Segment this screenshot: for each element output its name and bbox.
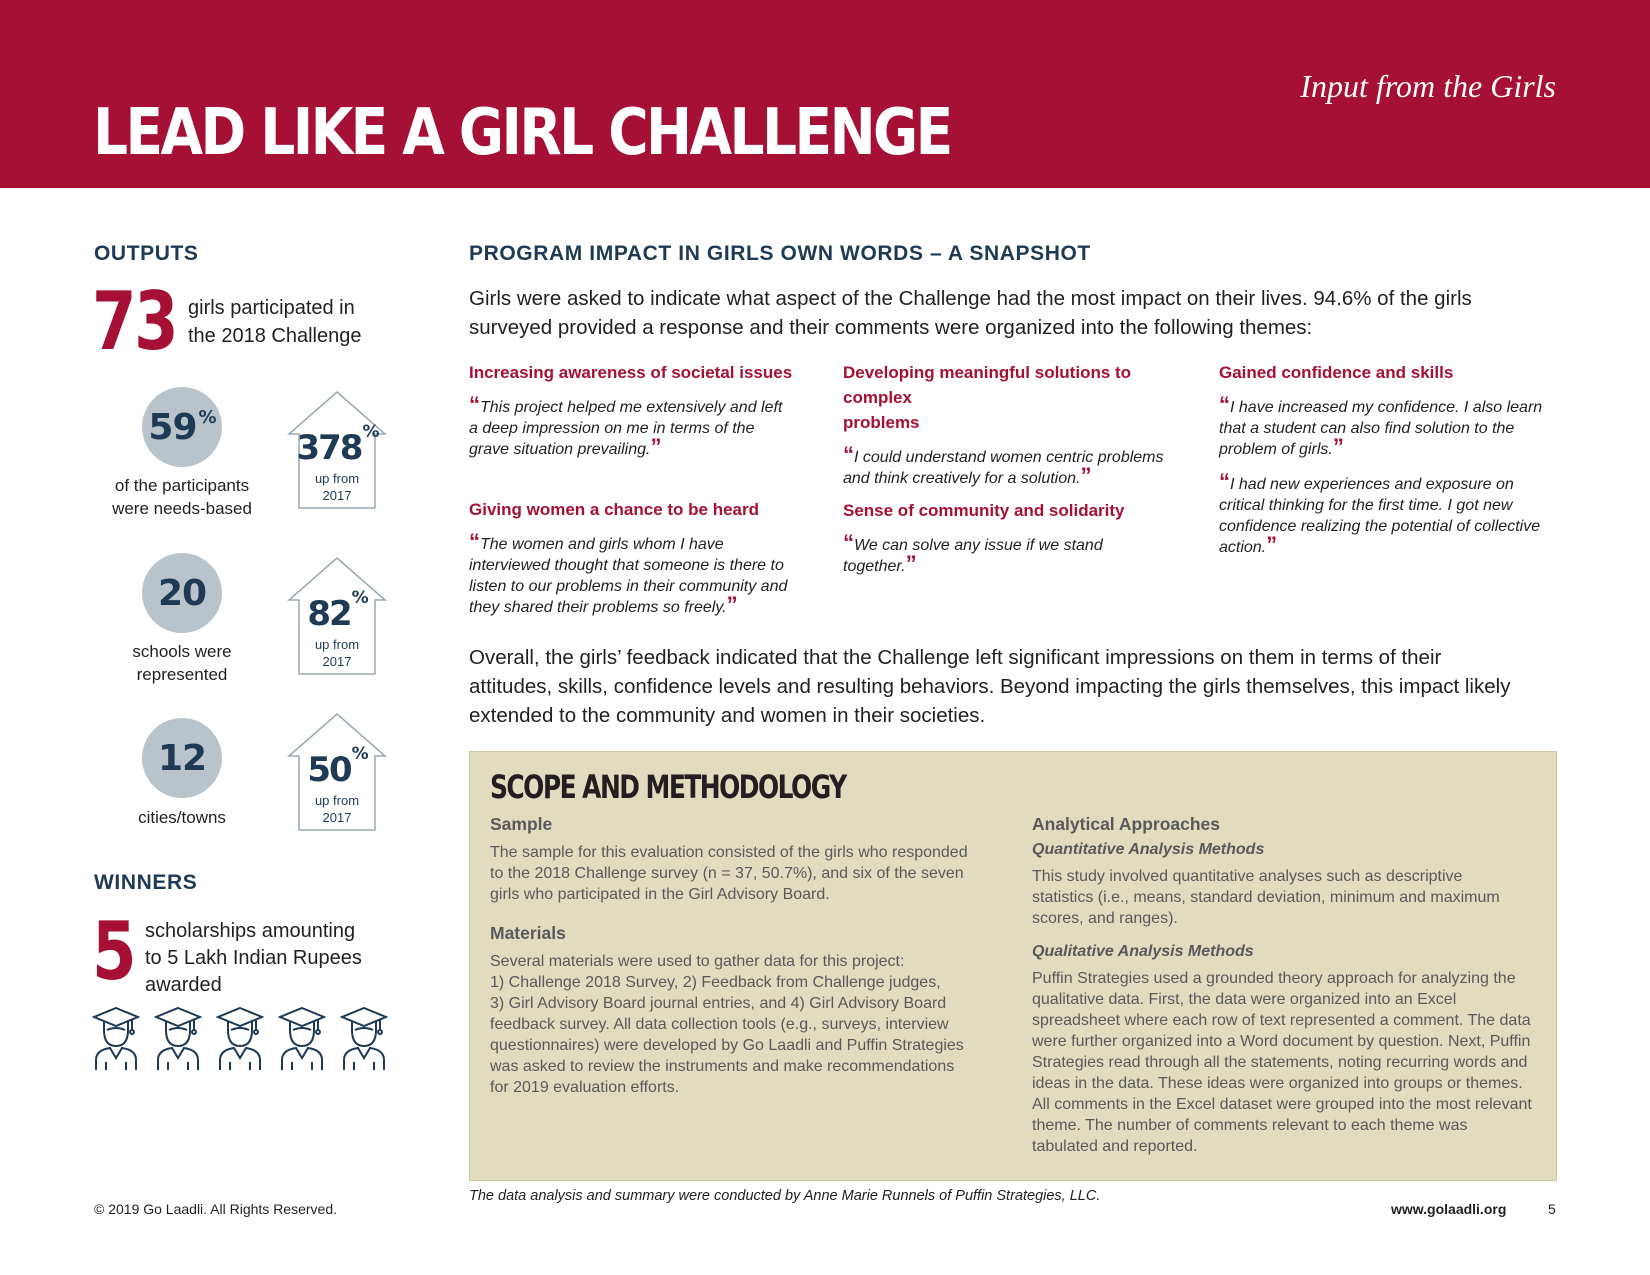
- stat-cities-circle: [142, 718, 222, 798]
- theme-quote: “The women and girls whom I have interviewed thought that someone is there to listen to our problems in their community and they shared their problems so freely.”: [469, 529, 788, 617]
- theme-quote: “I have increased my confidence. I also learn that a student can also find solution to the problem of girls.”: [1219, 392, 1543, 459]
- graduate-icon: [340, 1006, 388, 1072]
- stat-value: 20: [157, 572, 207, 614]
- theme-solutions: [843, 360, 1193, 489]
- copyright: © 2019 Go Laadli. All Rights Reserved.: [94, 1201, 338, 1217]
- growth-value: 378%: [296, 421, 378, 468]
- open-quote-icon: “: [1219, 469, 1230, 494]
- impact-overall: [469, 643, 1510, 730]
- open-quote-icon: “: [469, 529, 480, 554]
- winners-text-line2: to 5 Lakh Indian Rupees: [145, 947, 362, 969]
- stat-label-line2: were needs-based: [112, 499, 252, 518]
- sample-heading: Sample: [490, 814, 553, 834]
- header-subtitle: Input from the Girls: [1300, 68, 1556, 104]
- stat-label-line1: of the participants: [114, 476, 250, 495]
- page-number: 5: [1548, 1201, 1556, 1217]
- impact-intro-line1: Girls were asked to indicate what aspect of the Challenge had the most impact on their lives. 94.6% of the girls: [469, 287, 1472, 310]
- theme-title: Gained confidence and skills: [1219, 363, 1454, 382]
- participants-number: 73: [92, 275, 177, 368]
- close-quote-icon: ”: [1080, 463, 1092, 488]
- scope-left-column: [490, 814, 990, 1098]
- graduate-icon: [92, 1006, 140, 1072]
- theme-quote: “I could understand women centric problems and think creatively for a solution.”: [843, 442, 1164, 488]
- stat-value: 59: [148, 406, 197, 448]
- winners-text-line1: scholarships amounting: [145, 920, 356, 942]
- graduate-icons-row: [92, 1006, 388, 1072]
- theme-title: Giving women a chance to be heard: [469, 500, 760, 519]
- close-quote-icon: ”: [650, 434, 662, 459]
- analysis-credit: The data analysis and summary were conducted by Anne Marie Runnels of Puffin Strategies, LLC.: [469, 1188, 1101, 1204]
- growth-caption: up from 2017: [314, 471, 360, 503]
- growth-caption: up from 2017: [314, 793, 360, 825]
- scope-right-column: [1032, 814, 1542, 1157]
- theme-quote: “This project helped me extensively and left a deep impression on me in terms of the grave situation prevailing.”: [469, 392, 783, 459]
- open-quote-icon: “: [843, 530, 854, 555]
- theme-title: Developing meaningful solutions to complex problems: [843, 363, 1132, 432]
- participants-text-line1: girls participated in: [188, 297, 355, 319]
- growth-value: 82%: [307, 587, 367, 634]
- impact-intro: [469, 284, 1472, 342]
- open-quote-icon: “: [1219, 392, 1230, 417]
- stat-schools-circle: [142, 553, 222, 633]
- header-band: [0, 0, 1650, 188]
- materials-heading: Materials: [490, 923, 566, 943]
- outputs-heading: OUTPUTS: [94, 242, 199, 265]
- qual-heading: Qualitative Analysis Methods: [1032, 943, 1254, 960]
- close-quote-icon: ”: [726, 592, 738, 617]
- impact-heading: PROGRAM IMPACT IN GIRLS OWN WORDS – A SNAPSHOT: [469, 242, 1091, 265]
- impact-overall-line1: Overall, the girls’ feedback indicated that the Challenge left significant impressions on them in terms of their: [469, 646, 1442, 669]
- stat-value: 12: [157, 737, 207, 779]
- theme-title: Increasing awareness of societal issues: [469, 363, 793, 382]
- quant-heading: Quantitative Analysis Methods: [1032, 841, 1265, 858]
- stat-unit: %: [198, 406, 216, 428]
- theme-community: [843, 498, 1188, 577]
- growth-arrow-needs-based: [287, 390, 387, 510]
- stat-label-line1: cities/towns: [138, 808, 226, 827]
- stat-label-line1: schools were: [132, 642, 232, 661]
- winners-text-line3: awarded: [145, 974, 222, 996]
- winners-text: [145, 918, 362, 999]
- close-quote-icon: ”: [1266, 532, 1278, 557]
- theme-quote: “We can solve any issue if we stand together.”: [843, 530, 1103, 576]
- analytical-heading: Analytical Approaches: [1032, 814, 1221, 834]
- stat-cities-label: [82, 806, 282, 829]
- theme-confidence: [1219, 360, 1564, 558]
- stat-needs-based-circle: [142, 387, 222, 467]
- stat-label-line2: represented: [136, 665, 228, 684]
- winners-heading: WINNERS: [94, 871, 198, 894]
- winners-number: 5: [92, 905, 135, 998]
- stat-needs-based-label: [82, 474, 282, 520]
- open-quote-icon: “: [469, 392, 480, 417]
- theme-quote: “I had new experiences and exposure on critical thinking for the first time. I got new confidence realizing the potential of collective action.”: [1219, 469, 1541, 557]
- website-link[interactable]: www.golaadli.org: [1391, 1201, 1507, 1217]
- graduate-icon: [154, 1006, 202, 1072]
- impact-overall-line2: attitudes, skills, confidence levels and resulting behaviors. Beyond impacting the girls themselves, this impact likely: [469, 675, 1511, 698]
- impact-overall-line3: extended to the community and women in their societies.: [469, 704, 986, 727]
- qual-text: Puffin Strategies used a grounded theory approach for analyzing the qualitative data. First, the data were organized into an Excel spreadsheet where each row of text represented a comment. The data were further organized into a Word document by question. Next, Puffin Strategies read through all the statements, noting recurring words and ideas in the data. These ideas were organized into groups or themes. All comments in the Excel dataset were grouped into the most relevant theme. The number of comments relevant to each theme was tabulated and reported.: [1032, 970, 1532, 1155]
- growth-caption: up from 2017: [314, 637, 360, 669]
- page-title: LEAD LIKE A GIRL CHALLENGE: [93, 96, 951, 170]
- quant-text: This study involved quantitative analyses such as descriptive statistics (i.e., means, standard deviation, minimum and maximum scores, and ranges).: [1032, 868, 1500, 927]
- stat-schools-label: [82, 640, 282, 686]
- theme-awareness: [469, 360, 814, 460]
- scope-title: SCOPE AND METHODOLOGY: [490, 768, 846, 806]
- close-quote-icon: ”: [905, 551, 917, 576]
- graduate-icon: [278, 1006, 326, 1072]
- theme-title: Sense of community and solidarity: [843, 501, 1125, 520]
- close-quote-icon: ”: [1332, 434, 1344, 459]
- scope-methodology-box: [469, 751, 1557, 1181]
- theme-heard: [469, 497, 814, 618]
- materials-text: Several materials were used to gather data for this project: 1) Challenge 2018 Survey, 2) Feedback from Challenge judges, 3) Girl Advisory Board journal entries, and 4) Girl Advisory Board feedback survey. All data collection tools (e.g., surveys, interview questionnaires) were developed by Go Laadli and Puffin Strategies was asked to review the instruments and make recommendations for 2019 evaluation efforts.: [490, 953, 964, 1096]
- sample-text: The sample for this evaluation consisted of the girls who responded to the 2018 Challenge survey (n = 37, 50.7%), and six of the seven girls who participated in the Girl Advisory Board.: [490, 844, 968, 903]
- growth-value: 50%: [307, 743, 367, 790]
- growth-arrow-schools: [287, 556, 387, 676]
- open-quote-icon: “: [843, 442, 854, 467]
- impact-intro-line2: surveyed provided a response and their comments were organized into the following themes:: [469, 316, 1313, 339]
- participants-text-line2: the 2018 Challenge: [188, 325, 362, 347]
- growth-arrow-cities: [287, 712, 387, 832]
- participants-text: [188, 294, 361, 350]
- graduate-icon: [216, 1006, 264, 1072]
